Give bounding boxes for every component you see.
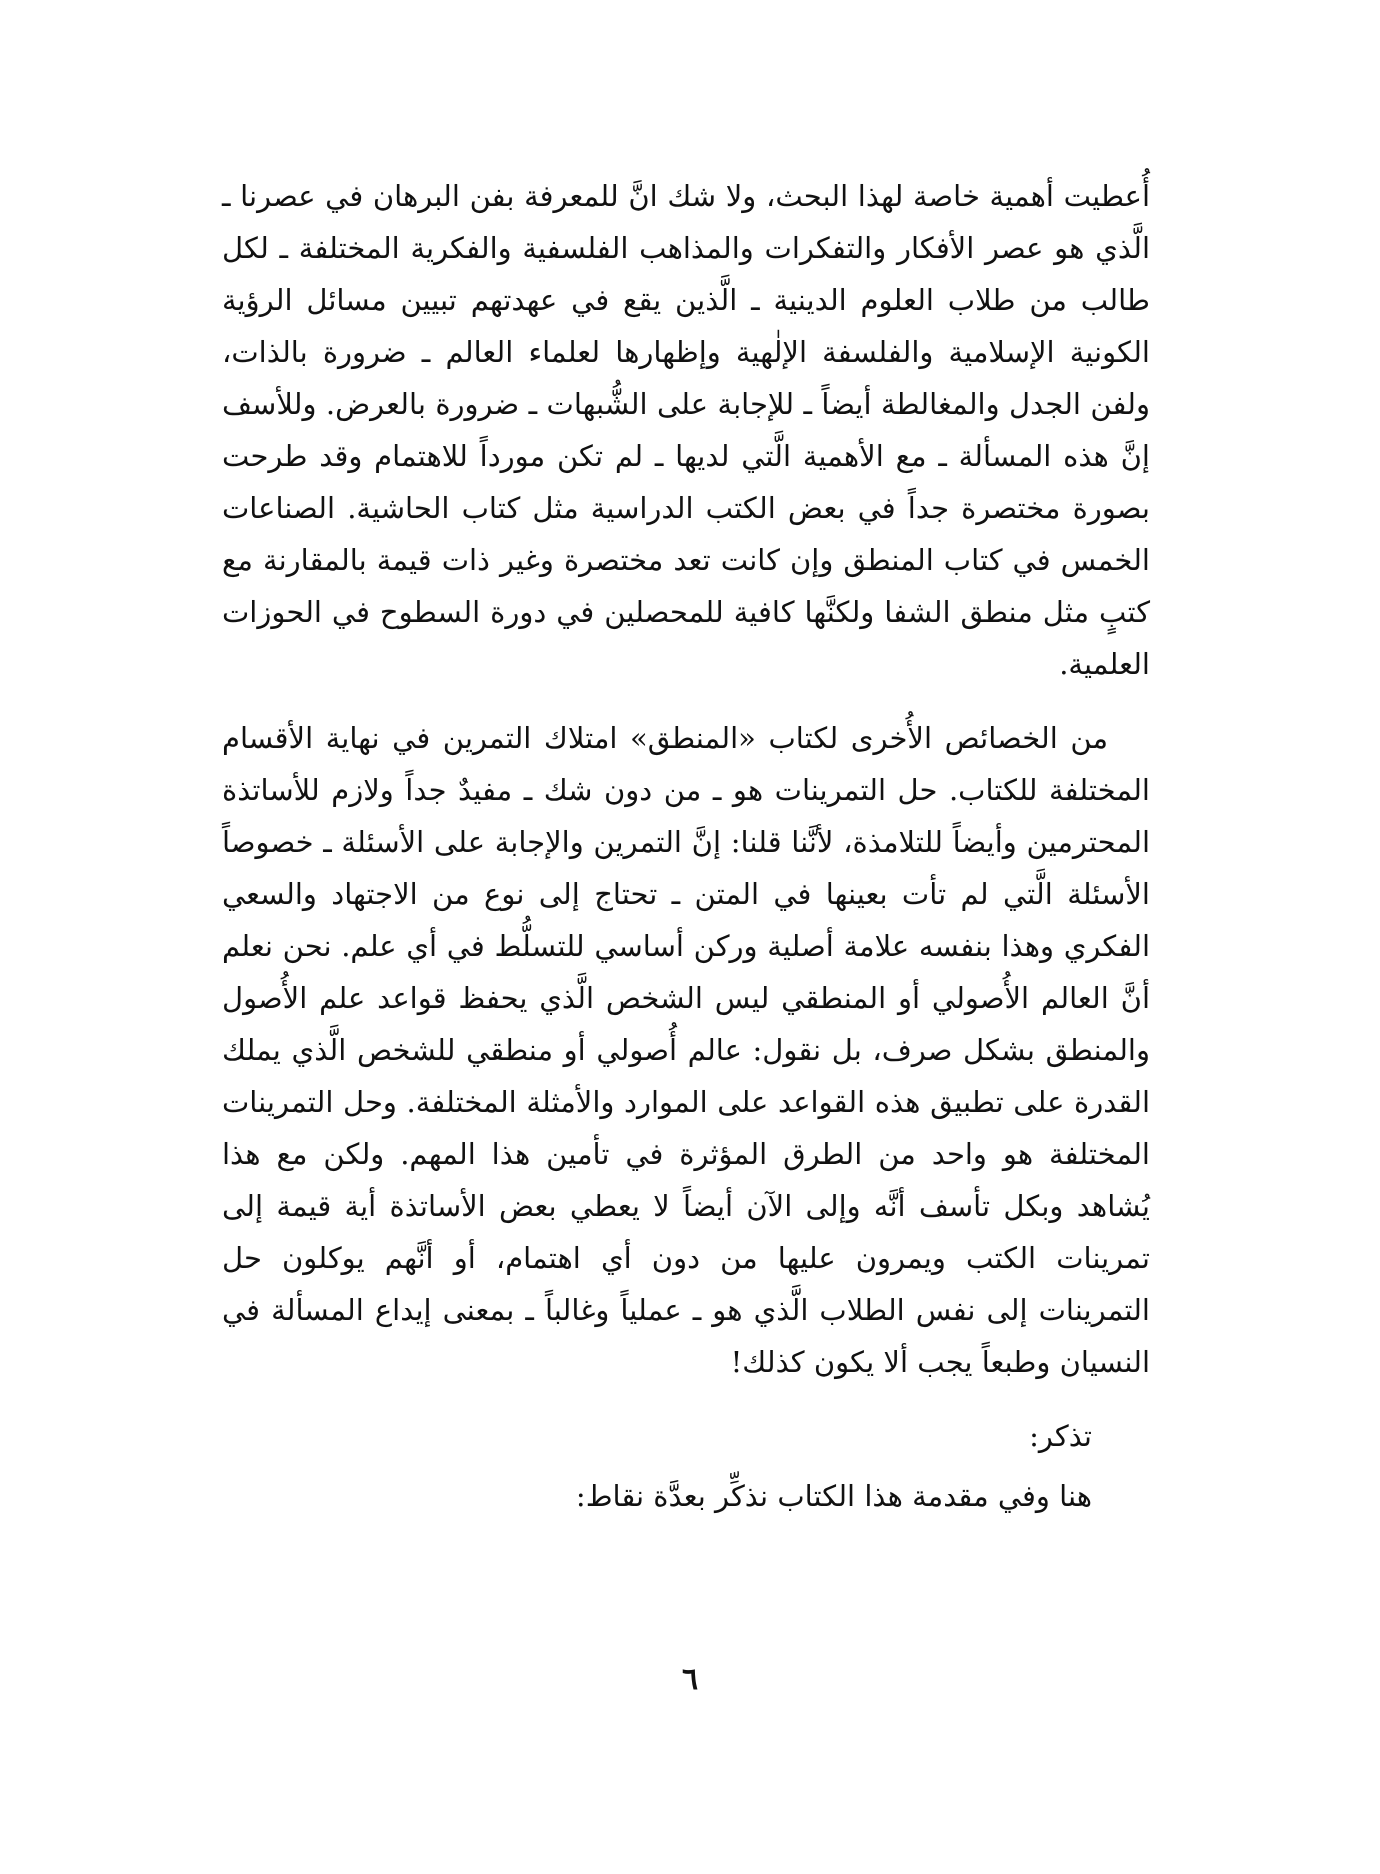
page-body xyxy=(222,170,1150,1522)
paragraph-reminder-heading: تذكر: xyxy=(1029,1419,1092,1453)
page-number: ٦ xyxy=(681,1662,699,1697)
paragraph-exercises: من الخصائص الأُخرى لكتاب «المنطق» امتلاك التمرين في نهاية الأقسام المختلفة للكتاب. حل التمرينات هو ـ من دون شك ـ مفيدٌ جداً ولازم للأساتذة المحترمين وأيضاً للتلامذة، لأنَّنا قلنا: إنَّ التمرين والإجابة على الأسئلة ـ خصوصاً الأسئلة الَّتي لم تأت بعينها في المتن ـ تحتاج إلى نوع من الاجتهاد والسعي الفكري وهذا بنفسه علامة أصلية وركن أساسي للتسلُّط في أي علم. نحن نعلم أنَّ العالم الأُصولي أو المنطقي ليس الشخص الَّذي يحفظ قواعد علم الأُصول والمنطق بشكل صرف، بل نقول: عالم أُصولي أو منطقي للشخص الَّذي يملك القدرة على تطبيق هذه القواعد على الموارد والأمثلة المختلفة. وحل التمرينات المختلفة هو واحد من الطرق المؤثرة في تأمين هذا المهم. ولكن مع هذا يُشاهد وبكل تأسف أنَّه وإلى الآن أيضاً لا يعطي بعض الأساتذة أية قيمة إلى تمرينات الكتب ويمرون عليها من دون أي اهتمام، أو أنَّهم يوكلون حل التمرينات إلى نفس الطلاب الَّذي هو ـ عملياً وغالباً ـ بمعنى إيداع المسألة في النسيان وطبعاً يجب ألا يكون كذلك! xyxy=(222,721,1150,1379)
paragraph-reminder-intro: هنا وفي مقدمة هذا الكتاب نذكِّر بعدَّة نقاط: xyxy=(575,1479,1092,1513)
paragraph-argument-importance: أُعطيت أهمية خاصة لهذا البحث، ولا شك انَّ للمعرفة بفن البرهان في عصرنا ـ الَّذي هو عصر الأفكار والتفكرات والمذاهب الفلسفية والفكرية المختلفة ـ لكل طالب من طلاب العلوم الدينية ـ الَّذين يقع في عهدتهم تبيين مسائل الرؤية الكونية الإسلامية والفلسفة الإلٰهية وإظهارها لعلماء العالم ـ ضرورة بالذات، ولفن الجدل والمغالطة أيضاً ـ للإجابة على الشُّبهات ـ ضرورة بالعرض. وللأسف إنَّ هذه المسألة ـ مع الأهمية الَّتي لديها ـ لم تكن مورداً للاهتمام وقد طرحت بصورة مختصرة جداً في بعض الكتب الدراسية مثل كتاب الحاشية. الصناعات الخمس في كتاب المنطق وإن كانت تعد مختصرة وغير ذات قيمة بالمقارنة مع كتبٍ مثل منطق الشفا ولكنَّها كافية للمحصلين في دورة السطوح في الحوزات العلمية. xyxy=(222,179,1150,681)
